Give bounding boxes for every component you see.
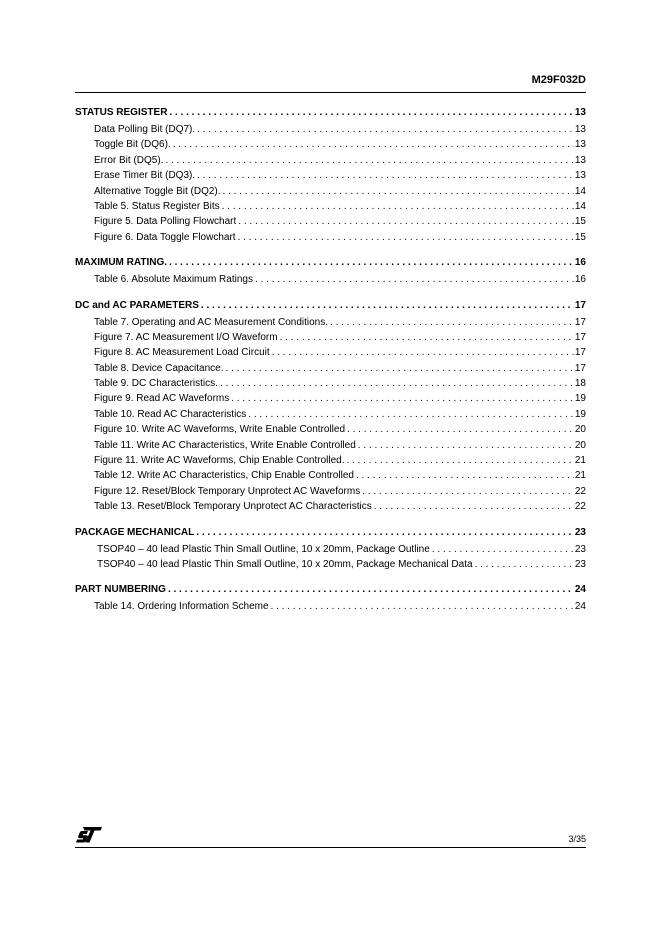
toc-page-number: 20 [574,424,586,436]
toc-page-number: 19 [574,408,586,420]
toc-heading-label: MAXIMUM RATING. [75,257,168,269]
toc-entry[interactable] [75,199,586,214]
toc-heading[interactable] [75,525,586,541]
dot-leader [354,468,574,483]
toc-heading-label: PACKAGE MECHANICAL [75,526,195,538]
toc-page-number: 14 [574,185,586,197]
dot-leader [195,168,574,183]
toc-page-number: 13 [574,170,586,182]
toc-entry[interactable] [75,122,586,137]
toc-entry-label: Table 7. Operating and AC Measurement Conditions. [94,316,329,328]
toc-entry-label: Figure 6. Data Toggle Flowchart [94,231,236,243]
dot-leader [195,122,574,137]
dot-leader [344,453,574,468]
toc-page-number: 23 [574,543,586,555]
toc-page-number: 21 [574,455,586,467]
toc-entry[interactable] [75,184,586,199]
dot-leader [220,199,574,214]
dot-leader [278,330,574,345]
toc-entry[interactable] [75,230,586,245]
toc-entry-label: Figure 12. Reset/Block Temporary Unprotect AC Waveforms [94,485,361,497]
toc-entry-label: Table 13. Reset/Block Temporary Unprotect AC Characteristics [94,501,372,513]
table-of-contents [75,105,586,625]
toc-entry-label: Table 9. DC Characteristics. [94,378,218,390]
toc-section-part-numbering [75,582,586,614]
toc-heading[interactable] [75,255,586,271]
dot-leader [236,230,574,245]
dot-leader [229,391,574,406]
footer-rule [75,847,586,848]
toc-page-number: 15 [574,216,586,228]
toc-page-number: 23 [574,526,586,538]
toc-page-number: 13 [574,124,586,135]
toc-page-number: 17 [574,299,586,311]
dot-leader [372,499,574,514]
dot-leader [199,298,574,314]
toc-heading[interactable] [75,298,586,314]
dot-leader [360,484,574,499]
toc-section-maximum-rating [75,255,586,287]
toc-entry[interactable] [75,484,586,499]
toc-entry-label: Table 6. Absolute Maximum Ratings [94,274,253,286]
dot-leader [167,105,574,121]
toc-entry-label: Table 12. Write AC Characteristics, Chip Enable Controlled [94,470,354,482]
dot-leader [166,582,574,598]
toc-entry[interactable] [75,391,586,406]
dot-leader [430,542,574,557]
toc-entry[interactable] [75,438,586,453]
toc-entry[interactable] [75,214,586,229]
toc-entry-label: Figure 9. Read AC Waveforms [94,393,230,405]
toc-entry-label: Alternative Toggle Bit (DQ2). [94,185,221,197]
dot-leader [163,153,574,168]
toc-entry-label: Figure 8. AC Measurement Load Circuit [94,347,270,359]
dot-leader [167,255,574,271]
toc-page-number: 17 [574,331,586,343]
toc-entry[interactable] [75,137,586,152]
toc-page-number: 23 [574,558,586,570]
toc-entry-label: Data Polling Bit (DQ7). [94,124,196,135]
toc-entry-label: Error Bit (DQ5). [94,154,164,166]
toc-page-number: 17 [574,316,586,328]
dot-leader [171,137,574,152]
toc-page-number: 13 [574,139,586,151]
toc-entry-label: TSOP40 – 40 lead Plastic Thin Small Outline, 10 x 20mm, Package Mechanical Data [97,558,473,570]
dot-leader [194,525,574,541]
toc-entry[interactable] [75,453,586,468]
toc-page-number: 18 [574,378,586,390]
toc-page-number: 13 [574,154,586,166]
toc-entry-label: Figure 11. Write AC Waveforms, Chip Enable Controlled. [94,455,345,467]
toc-entry-label: Figure 5. Data Polling Flowchart [94,216,237,228]
toc-page-number: 21 [574,470,586,482]
dot-leader [246,407,574,422]
toc-entry-label: TSOP40 – 40 lead Plastic Thin Small Outline, 10 x 20mm, Package Outline [97,543,430,555]
toc-entry[interactable] [75,422,586,437]
dot-leader [473,557,574,572]
toc-page-number: 22 [574,501,586,513]
toc-page-number: 17 [574,347,586,359]
toc-page-number: 15 [574,231,586,243]
toc-page-number: 16 [574,257,586,269]
toc-section-package-mechanical [75,525,586,573]
toc-page-number: 22 [574,485,586,497]
toc-entry[interactable] [75,153,586,168]
toc-entry-label: Toggle Bit (DQ6). [94,139,171,151]
toc-entry[interactable] [75,599,586,614]
toc-entry[interactable] [75,499,586,514]
page-number: 3/35 [568,834,586,844]
toc-entry[interactable] [75,345,586,360]
toc-page-number: 20 [574,439,586,451]
dot-leader [224,361,574,376]
header-rule [75,92,586,93]
dot-leader [356,438,574,453]
toc-heading[interactable] [75,105,586,121]
toc-section-status-register [75,105,586,245]
toc-heading-label: STATUS REGISTER [75,107,168,118]
toc-entry[interactable] [75,168,586,183]
toc-page-number: 14 [574,200,586,212]
toc-entry-label: Table 14. Ordering Information Scheme [94,601,269,613]
toc-entry[interactable] [75,542,586,557]
toc-entry[interactable] [75,361,586,376]
toc-heading[interactable] [75,582,586,598]
toc-heading-label: DC and AC PARAMETERS [75,299,199,311]
toc-page-number: 24 [574,601,586,613]
toc-heading-label: PART NUMBERING [75,584,166,596]
toc-entry-label: Table 10. Read AC Characteristics [94,408,247,420]
toc-entry-label: Figure 10. Write AC Waveforms, Write Enable Controlled [94,424,346,436]
dot-leader [218,376,574,391]
toc-entry[interactable] [75,468,586,483]
toc-page-number: 24 [574,584,586,596]
dot-leader [270,345,574,360]
document-title: M29F032D [531,74,586,86]
toc-entry[interactable] [75,315,586,330]
dot-leader [253,272,574,287]
toc-entry[interactable] [75,376,586,391]
toc-entry[interactable] [75,557,586,572]
toc-page-number: 17 [574,362,586,374]
toc-entry[interactable] [75,330,586,345]
toc-page-number: 13 [574,107,586,118]
toc-entry-label: Table 5. Status Register Bits [94,200,220,212]
dot-leader [328,315,574,330]
dot-leader [345,422,574,437]
toc-entry[interactable] [75,407,586,422]
dot-leader [236,214,574,229]
toc-entry-label: Figure 7. AC Measurement I/O Waveform [94,331,278,343]
toc-entry-label: Erase Timer Bit (DQ3). [94,170,196,182]
toc-section-dc-ac-parameters [75,298,586,515]
dot-leader [269,599,574,614]
dot-leader [221,184,574,199]
toc-entry[interactable] [75,272,586,287]
toc-page-number: 19 [574,393,586,405]
toc-entry-label: Table 8. Device Capacitance. [94,362,224,374]
toc-page-number: 16 [574,274,586,286]
toc-entry-label: Table 11. Write AC Characteristics, Write Enable Controlled [94,439,356,451]
